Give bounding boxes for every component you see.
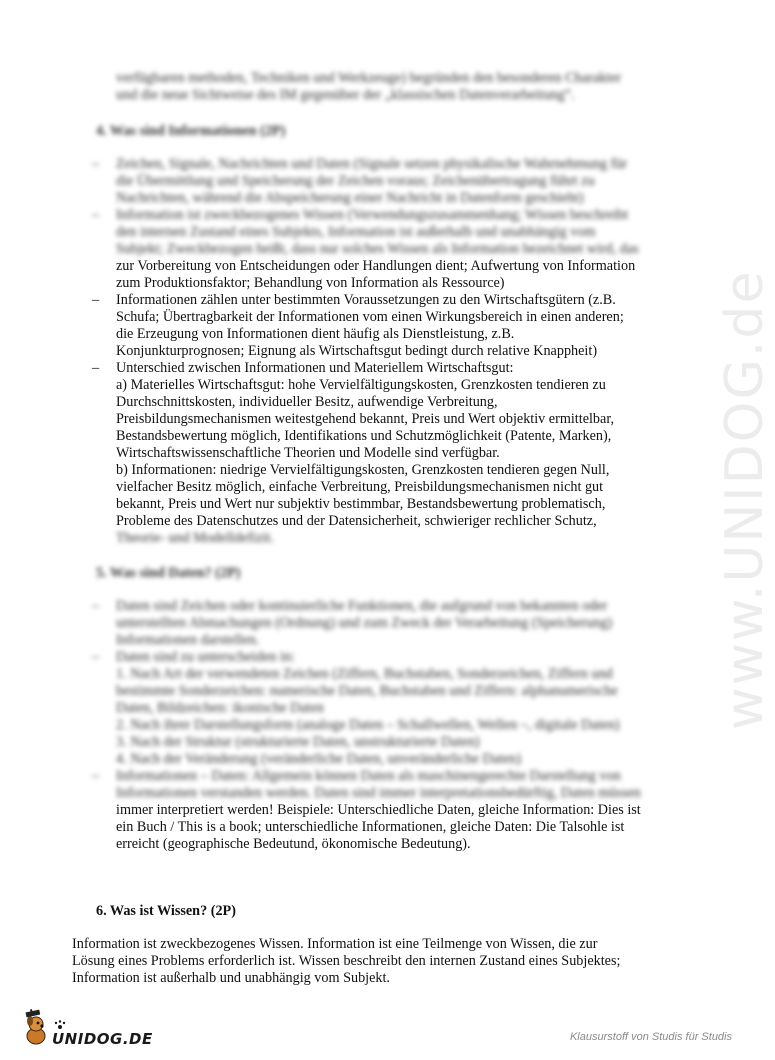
text-line: die Erzeugung von Informationen dient häufig als Dienstleistung, z.B.	[116, 326, 515, 342]
bullet-dash: –	[92, 207, 100, 223]
text-line: Lösung eines Problems erforderlich ist. Wissen beschreibt den internen Zustand eines Subjektes;	[72, 953, 621, 969]
text-line: vielfacher Besitz möglich, einfache Verbreitung, Preisbildungsmechanismen nicht gut	[116, 479, 604, 495]
text-line: b) Informationen: niedrige Vervielfältigungskosten, Grenzkosten tendieren gegen Null,	[116, 462, 610, 478]
text-line: Preisbildungsmechanismen weitestgehend bekannt, Preis und Wert objektiv ermittelbar,	[116, 411, 615, 427]
text-line: die Übermittlung und Speicherung der Zeichen voraus; Zeichenübertragung führt zu	[116, 173, 595, 189]
text-line: den internen Zustand eines Subjekts, Information ist außerhalb und unabhängig vom	[116, 224, 596, 240]
bullet-dash: –	[92, 360, 100, 376]
q4-bullet-4	[92, 360, 692, 547]
text-line: a) Materielles Wirtschaftsgut: hohe Vervielfältigungskosten, Grenzkosten tendieren zu	[116, 377, 606, 393]
text-line: Unterschied zwischen Informationen und Materiellem Wirtschaftsgut:	[116, 360, 514, 376]
text-line: Informationen zählen unter bestimmten Voraussetzungen zu den Wirtschaftsgütern (z.B.	[116, 292, 616, 308]
text-line: Durchschnittskosten, individueller Besitz, aufwendige Verbreitung,	[116, 394, 498, 410]
footer-tagline: Klausurstoff von Studis für Studis	[569, 1031, 732, 1043]
bullet-dash: –	[92, 156, 100, 172]
text-line: verfügbaren methoden, Techniken und Werkzeuge) begründen den besonderen Charakter	[116, 70, 622, 86]
text-line: 3. Nach der Struktur (strukturierte Daten, unstrukturierte Daten)	[116, 734, 480, 750]
bullet-dash: –	[92, 768, 100, 784]
text-line: Wirtschaftswissenschaftliche Theorien und Modelle sind verfügbar.	[116, 445, 500, 461]
question-6-heading: 6. Was ist Wissen? (2P)	[96, 903, 236, 919]
text-line: Theorie- und Modelldefizit.	[116, 530, 274, 546]
watermark-text: www.UNIDOG.de	[715, 269, 775, 730]
bullet-dash: –	[92, 292, 100, 308]
q4-bullet-2	[92, 207, 692, 292]
text-line: bestimmte Sonderzeichen: numerische Daten, Buchstaben und Ziffern: alphanumerische	[116, 683, 618, 699]
text-line: Subjekt; Zweckbezogen heißt, dass nur solches Wissen als Information bezeichnet wird, das	[116, 241, 639, 257]
text-line: Informationen – Daten: Allgemein können Daten als maschinengerechte Darstellung von	[116, 768, 621, 784]
watermark	[660, 250, 775, 750]
text-line: 2. Nach ihrer Darstellungsform (analoge Daten – Schallwellen, Wellen –, digitale Daten)	[116, 717, 620, 733]
text-line: immer interpretiert werden! Beispiele: Unterschiedliche Daten, gleiche Information: Dies ist	[116, 802, 641, 818]
text-line: zum Produktionsfaktor; Behandlung von Information als Ressource)	[116, 275, 505, 291]
text-line: 4. Nach der Veränderung (veränderliche Daten, unveränderliche Daten)	[116, 751, 522, 767]
text-line: Daten sind zu unterscheiden in:	[116, 649, 295, 665]
text-line: bekannt, Preis und Wert nur subjektiv bestimmbar, Bestandsbewertung problematisch,	[116, 496, 606, 512]
text-line: Information ist außerhalb und unabhängig vom Subjekt.	[72, 970, 390, 986]
text-line: Bestandsbewertung möglich, Identifikations und Schutzmöglichkeit (Patente, Marken),	[116, 428, 612, 444]
text-line: Informationen verstanden werden. Daten sind immer interpretationsbedürftig, Daten müssen	[116, 785, 641, 801]
text-line: 1. Nach Art der verwendeten Zeichen (Ziffern, Buchstaben, Sonderzeichen, Ziffern und	[116, 666, 613, 682]
text-line: ein Buch / This is a book; unterschiedliche Informationen, gleiche Daten: Die Talsohle ist	[116, 819, 625, 835]
q4-bullet-3	[92, 292, 692, 360]
q6-answer-paragraph	[72, 936, 712, 987]
question-5-heading: 5. Was sind Daten? (2P)	[96, 565, 241, 581]
q4-bullet-1	[92, 156, 692, 207]
text-line: und die neue Sichtweise des IM gegenüber der „klassischen Datenverarbeitung“.	[116, 87, 575, 103]
text-line: zur Vorbereitung von Entscheidungen oder Handlungen dient; Aufwertung von Information	[116, 258, 636, 274]
text-line: Nachrichten, während die Abspeicherung einer Nachricht in Datenform geschieht)	[116, 190, 584, 206]
logo-wordmark: UNIDOG.DE	[52, 1030, 153, 1048]
bullet-dash: –	[92, 598, 100, 614]
text-line: erreicht (geographische Bedeutund, ökonomische Bedeutung).	[116, 836, 471, 852]
text-line: Konjunkturprognosen; Eignung als Wirtschaftsgut bedingt durch relative Knappheit)	[116, 343, 598, 359]
q5-bullet-2	[92, 649, 692, 768]
bullet-dash: –	[92, 649, 100, 665]
text-line: Daten, Bildzeichen: ikonische Daten	[116, 700, 325, 716]
text-line: Probleme des Datenschutzes und der Datensicherheit, schwieriger rechlicher Schutz,	[116, 513, 597, 529]
text-line: unterstellten Abmachungen (Ordnung) und zum Zweck der Verarbeitung (Speicherung)	[116, 615, 613, 631]
text-line: Informationen darstellen.	[116, 632, 260, 648]
text-line: Zeichen, Signale, Nachrichten und Daten (Signale setzen physikalische Wahrnehmung für	[116, 156, 628, 172]
q5-bullet-1	[92, 598, 692, 649]
question-4-heading: 4. Was sind Informationen (2P)	[96, 123, 286, 139]
text-line: Information ist zweckbezogenes Wissen (Verwendungszusammenhang; Wissen beschreibt	[116, 207, 629, 223]
intro-paragraph	[116, 70, 686, 104]
q5-bullet-3	[92, 768, 692, 853]
text-line: Information ist zweckbezogenes Wissen. Information ist eine Teilmenge von Wissen, die zur	[72, 936, 598, 952]
unidog-logo	[22, 1010, 162, 1050]
text-line: Daten sind Zeichen oder kontinuierliche Funktionen, die aufgrund von bekannten oder	[116, 598, 608, 614]
text-line: Schufa; Übertragbarkeit der Informationen vom einen Wirkungsbereich in einen anderen;	[116, 309, 624, 325]
